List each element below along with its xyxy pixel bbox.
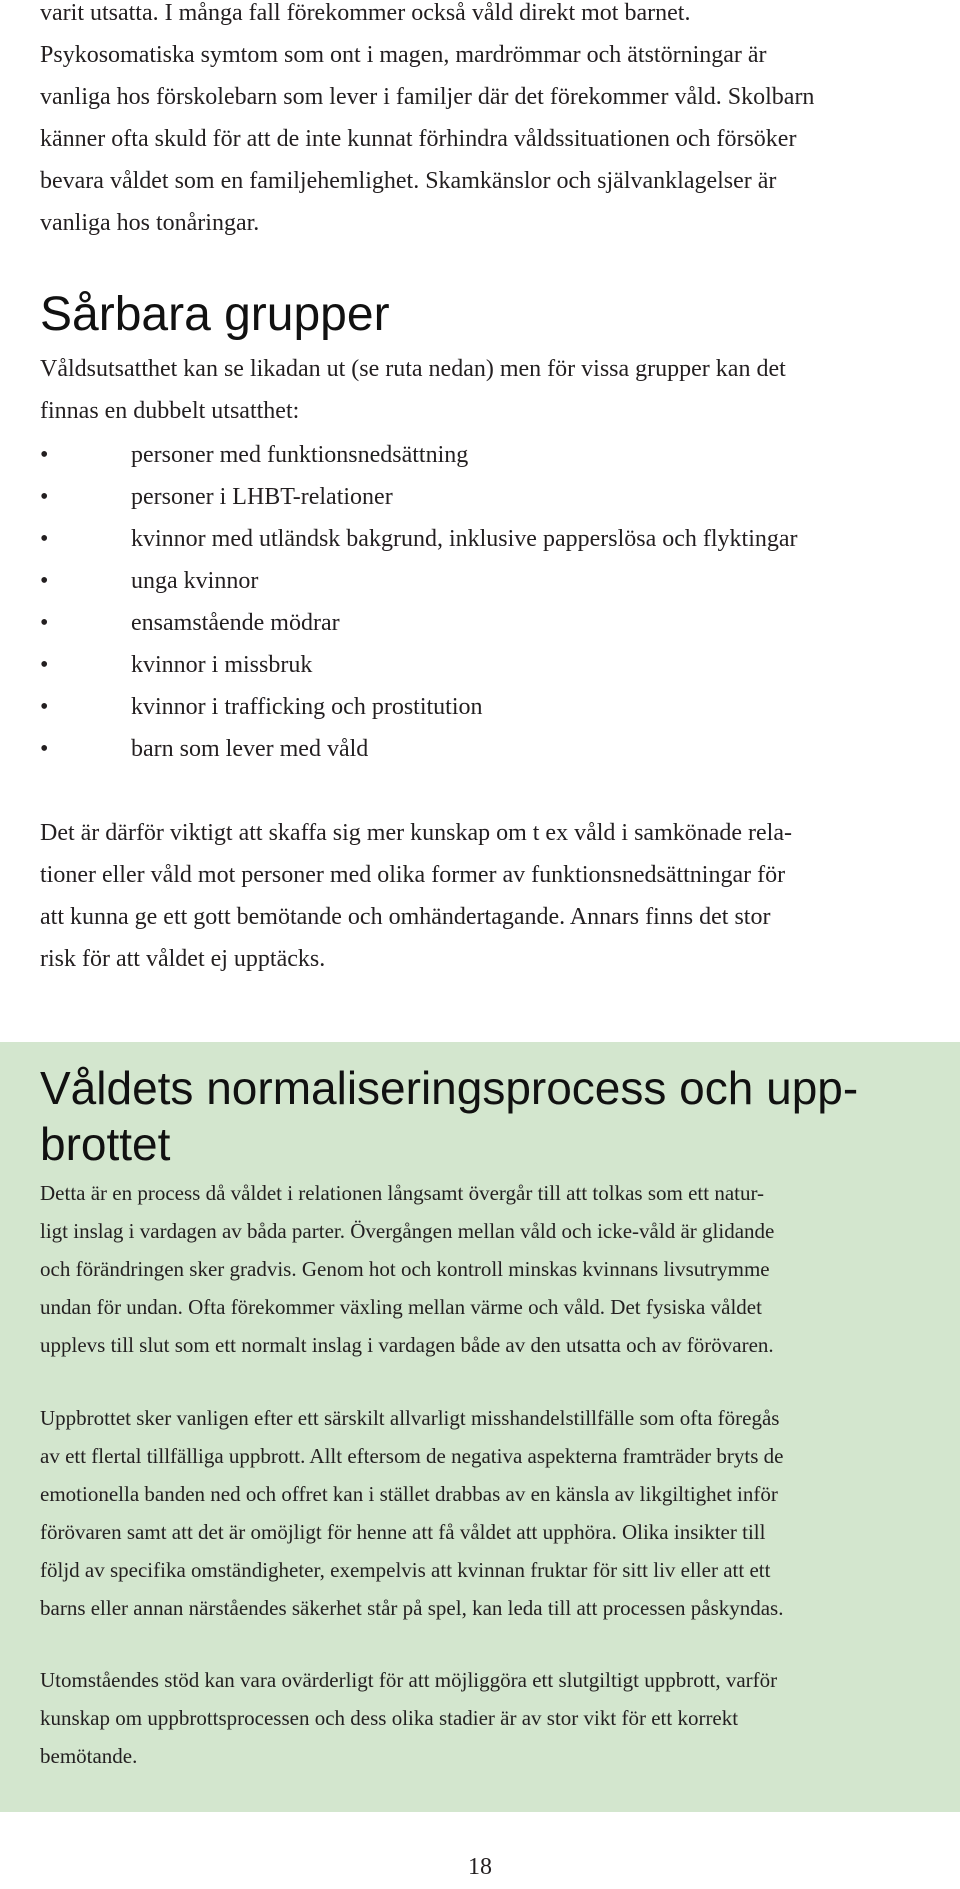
normalization-paragraph-3: [40, 1661, 930, 1775]
section-heading-vulnerable-groups: Sårbara grupper: [40, 288, 390, 341]
intro-line: vanliga hos förskolebarn som lever i familjer där det förekommer våld. Skolbarn: [40, 84, 815, 110]
normalization-paragraph-2: [40, 1399, 930, 1627]
intro-line: känner ofta skuld för att de inte kunnat förhindra våldssituationen och försöker: [40, 126, 797, 152]
section-heading-normalization: [40, 1060, 940, 1172]
paragraph-line: och förändringen sker gradvis. Genom hot och kontroll minskas kvinnans livsutrymme: [40, 1257, 770, 1281]
paragraph-line: upplevs till slut som ett normalt inslag i vardagen både av den utsatta och av förövaren.: [40, 1333, 774, 1357]
intro-line: varit utsatta. I många fall förekommer också våld direkt mot barnet.: [40, 0, 691, 26]
vulnerable-conclusion-paragraph: [40, 812, 900, 980]
heading-line: brottet: [40, 1118, 171, 1170]
list-item: [40, 644, 940, 686]
paragraph-line: av ett flertal tillfälliga uppbrott. Allt eftersom de negativa aspekterna framträder bryts de: [40, 1444, 784, 1468]
bullet-icon: •: [40, 526, 49, 552]
list-item: [40, 602, 940, 644]
list-item: [40, 518, 940, 560]
list-item-text: barn som lever med våld: [131, 736, 369, 762]
paragraph-line: följd av specifika omständigheter, exempelvis att kvinnan fruktar för sitt liv eller att ett: [40, 1558, 771, 1582]
page-number: 18: [468, 1854, 492, 1880]
bullet-icon: •: [40, 568, 49, 594]
paragraph-line: Det är därför viktigt att skaffa sig mer kunskap om t ex våld i samkönade rela-: [40, 820, 792, 846]
list-item-text: kvinnor med utländsk bakgrund, inklusive papperslösa och flyktingar: [131, 526, 798, 552]
intro-paragraph: [40, 0, 940, 244]
list-item-text: personer med funktionsnedsättning: [131, 442, 469, 468]
list-item: [40, 686, 940, 728]
paragraph-line: risk för att våldet ej upptäcks.: [40, 946, 326, 972]
heading-line: Våldets normaliseringsprocess och upp-: [40, 1062, 859, 1114]
paragraph-line: att kunna ge ett gott bemötande och omhändertagande. Annars finns det stor: [40, 904, 771, 930]
intro-line: Psykosomatiska symtom som ont i magen, mardrömmar och ätstörningar är: [40, 42, 767, 68]
bullet-icon: •: [40, 652, 49, 678]
paragraph-line: bemötande.: [40, 1744, 138, 1768]
paragraph-line: undan för undan. Ofta förekommer växling mellan värme och våld. Det fysiska våldet: [40, 1295, 762, 1319]
bullet-icon: •: [40, 610, 49, 636]
vulnerable-intro-paragraph: [40, 348, 940, 432]
bullet-icon: •: [40, 442, 49, 468]
vulnerable-groups-list: [40, 434, 940, 770]
list-item: [40, 728, 940, 770]
list-item-text: kvinnor i trafficking och prostitution: [131, 694, 483, 720]
paragraph-line: Utomståendes stöd kan vara ovärderligt för att möjliggöra ett slutgiltigt uppbrott, varför: [40, 1668, 778, 1692]
bullet-icon: •: [40, 484, 49, 510]
paragraph-line: tioner eller våld mot personer med olika former av funktionsnedsättningar för: [40, 862, 786, 888]
list-item-text: kvinnor i missbruk: [131, 652, 313, 678]
paragraph-line: barns eller annan närståendes säkerhet står på spel, kan leda till att processen påskyndas.: [40, 1596, 784, 1620]
paragraph-line: kunskap om uppbrottsprocessen och dess olika stadier är av stor vikt för ett korrekt: [40, 1706, 739, 1730]
list-item-text: unga kvinnor: [131, 568, 259, 594]
normalization-paragraph-1: [40, 1174, 930, 1364]
paragraph-line: Detta är en process då våldet i relationen långsamt övergår till att tolkas som ett natur-: [40, 1181, 765, 1205]
intro-line: vanliga hos tonåringar.: [40, 210, 260, 236]
paragraph-line: finnas en dubbelt utsatthet:: [40, 398, 300, 424]
list-item: [40, 560, 940, 602]
paragraph-line: ligt inslag i vardagen av båda parter. Övergången mellan våld och icke-våld är glidande: [40, 1219, 775, 1243]
intro-line: bevara våldet som en familjehemlighet. Skamkänslor och självanklagelser är: [40, 168, 777, 194]
paragraph-line: Uppbrottet sker vanligen efter ett särskilt allvarligt misshandelstillfälle som ofta föregås: [40, 1406, 780, 1430]
list-item: [40, 476, 940, 518]
paragraph-line: Våldsutsatthet kan se likadan ut (se ruta nedan) men för vissa grupper kan det: [40, 356, 786, 382]
bullet-icon: •: [40, 694, 49, 720]
paragraph-line: emotionella banden ned och offret kan i stället drabbas av en känsla av likgiltighet inför: [40, 1482, 778, 1506]
bullet-icon: •: [40, 736, 49, 762]
list-item-text: ensamstående mödrar: [131, 610, 340, 636]
list-item: [40, 434, 940, 476]
list-item-text: personer i LHBT-relationer: [131, 484, 393, 510]
paragraph-line: förövaren samt att det är omöjligt för henne att få våldet att upphöra. Olika insikter till: [40, 1520, 766, 1544]
